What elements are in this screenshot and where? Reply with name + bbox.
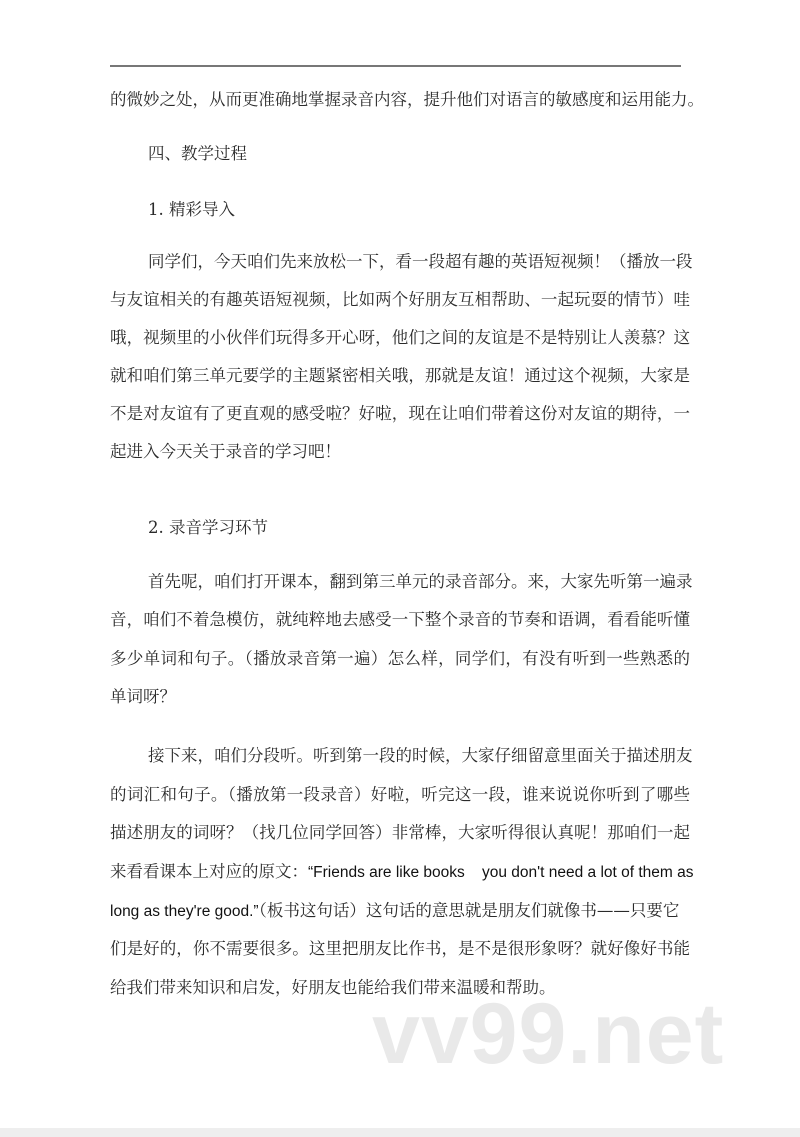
paragraph-line: 给我们带来知识和启发，好朋友也能给我们带来温暖和帮助。 (110, 978, 556, 997)
section-heading: 四、教学过程 (148, 144, 247, 163)
paragraph-line: 不是对友谊有了更直观的感受啦？好啦，现在让咱们带着这份对友谊的期待，一 (110, 404, 690, 423)
paragraph-line: 们是好的，你不需要很多。这里把朋友比作书，是不是很形象呀？就好像好书能 (110, 939, 690, 958)
page-bottom-edge (0, 1128, 800, 1137)
english-quote: long as they're good.” (110, 903, 259, 920)
paragraph-line: 起进入今天关于录音的学习吧！ (110, 442, 341, 461)
paragraph-line: 描述朋友的词呀？（找几位同学回答）非常棒，大家听得很认真呢！那咱们一起 (110, 823, 690, 842)
paragraph-line: 的词汇和句子。（播放第一段录音）好啦，听完这一段，谁来说说你听到了哪些 (110, 785, 690, 804)
paragraph-line (110, 892, 690, 930)
paragraph-line: 接下来，咱们分段听。听到第一段的时候，大家仔细留意里面关于描述朋友 (148, 746, 693, 765)
paragraph-line: 就和咱们第三单元要学的主题紧密相关哦，那就是友谊！通过这个视频，大家是 (110, 366, 690, 385)
subsection-heading: 1. 精彩导入 (148, 200, 235, 219)
paragraph-line: 多少单词和句子。（播放录音第一遍）怎么样，同学们，有没有听到一些熟悉的 (110, 649, 690, 668)
watermark: vv99.net (372, 986, 725, 1082)
paragraph-line: 首先呢，咱们打开课本，翻到第三单元的录音部分。来，大家先听第一遍录 (148, 572, 693, 591)
line-text: 来看看课本上对应的原文： (110, 862, 308, 881)
header-rule (110, 65, 681, 67)
paragraph-line: 与友谊相关的有趣英语短视频，比如两个好朋友互相帮助、一起玩耍的情节）哇 (110, 290, 690, 309)
paragraph-line: 音，咱们不着急模仿，就纯粹地去感受一下整个录音的节奏和语调，看看能听懂 (110, 610, 690, 629)
english-quote: “Friends are like books you don't need a lot of them as (308, 864, 694, 881)
subsection-heading: 2. 录音学习环节 (148, 518, 268, 537)
paragraph-line: 同学们，今天咱们先来放松一下，看一段超有趣的英语短视频！（播放一段 (148, 252, 693, 271)
line-text: （板书这句话）这句话的意思就是朋友们就像书——只要它 (258, 901, 680, 920)
paragraph-line: 哦，视频里的小伙伴们玩得多开心呀，他们之间的友谊是不是特别让人羡慕？这 (110, 328, 690, 347)
paragraph-line: 的微妙之处，从而更准确地掌握录音内容，提升他们对语言的敏感度和运用能力。 (110, 90, 704, 109)
paragraph-line: 单词呀？ (110, 687, 176, 706)
paragraph-line (110, 853, 694, 891)
